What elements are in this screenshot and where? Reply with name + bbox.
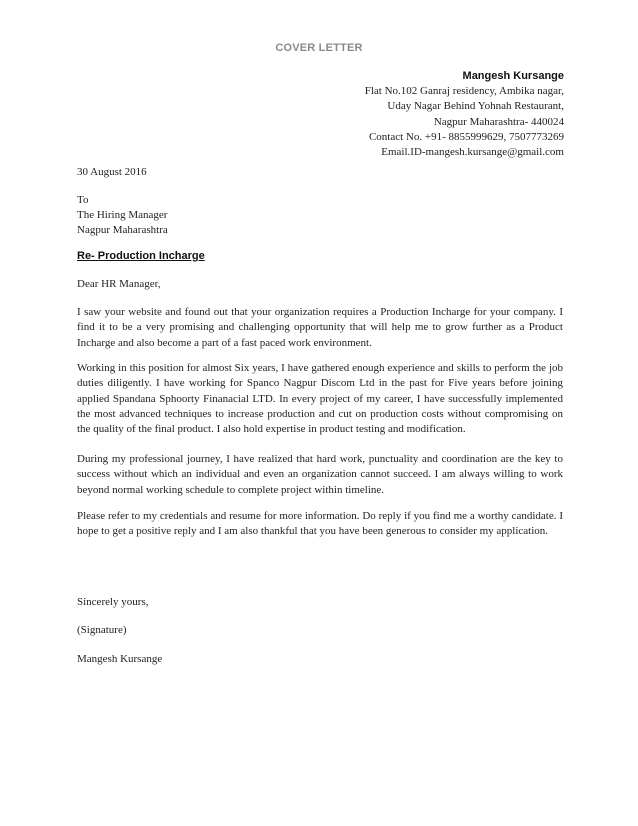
sender-email: Email.ID-mangesh.kursange@gmail.com xyxy=(381,146,564,159)
body-paragraph-3: During my professional journey, I have realized that hard work, punctuality and coordination are the key to success without which an individual and even an organization cannot succeed. I am always willing to work beyond normal working schedule to complete project within timeline. xyxy=(77,453,563,496)
sender-block xyxy=(244,69,564,160)
document-heading: COVER LETTER xyxy=(275,42,363,54)
subject-line: Re- Production Incharge xyxy=(77,250,205,262)
greeting: Dear HR Manager, xyxy=(77,278,161,290)
body-paragraph-4: Please refer to my credentials and resume for more information. Do reply if you find me a worthy candidate. I hope to get a positive reply and I am also thankful that you have been generous to consider my application. xyxy=(77,510,563,538)
body-paragraph-1: I saw your website and found out that your organization requires a Production Incharge for your company. I find it to be a very promising and challenging opportunity that will help me to grow further as a Product Incharge and also become a part of a fast paced work environment. xyxy=(77,306,563,349)
signoff-name: Mangesh Kursange xyxy=(77,653,163,665)
recipient-location: Nagpur Maharashtra xyxy=(77,224,168,237)
sender-address-line-1: Flat No.102 Ganraj residency, Ambika nagar, xyxy=(364,85,564,98)
letter-date: 30 August 2016 xyxy=(77,166,147,178)
closing: Sincerely yours, xyxy=(77,596,149,608)
sender-address-line-3: Nagpur Maharashtra- 440024 xyxy=(433,115,564,128)
body-paragraph-2: Working in this position for almost Six years, I have gathered enough experience and skills to perform the job duties diligently. I have working for Spanco Nagpur Discom Ltd in the past for Five years before joining applied Spandana Sphoorty Finanacial LTD. In every project of my career, I have successfully implemented the most advanced techniques to increase production and cut on production costs without compromising on the quality of the final product. I also hold expertise in product testing and modification. xyxy=(77,362,563,436)
sender-contact: Contact No. +91- 8855999629, 7507773269 xyxy=(368,130,564,143)
sender-address-line-2: Uday Nagar Behind Yohnah Restaurant, xyxy=(387,100,564,113)
signature-placeholder: (Signature) xyxy=(77,624,127,636)
sender-name: Mangesh Kursange xyxy=(462,70,564,82)
recipient-block xyxy=(77,193,563,239)
recipient-title: The Hiring Manager xyxy=(77,209,168,222)
recipient-to: To xyxy=(77,194,89,206)
